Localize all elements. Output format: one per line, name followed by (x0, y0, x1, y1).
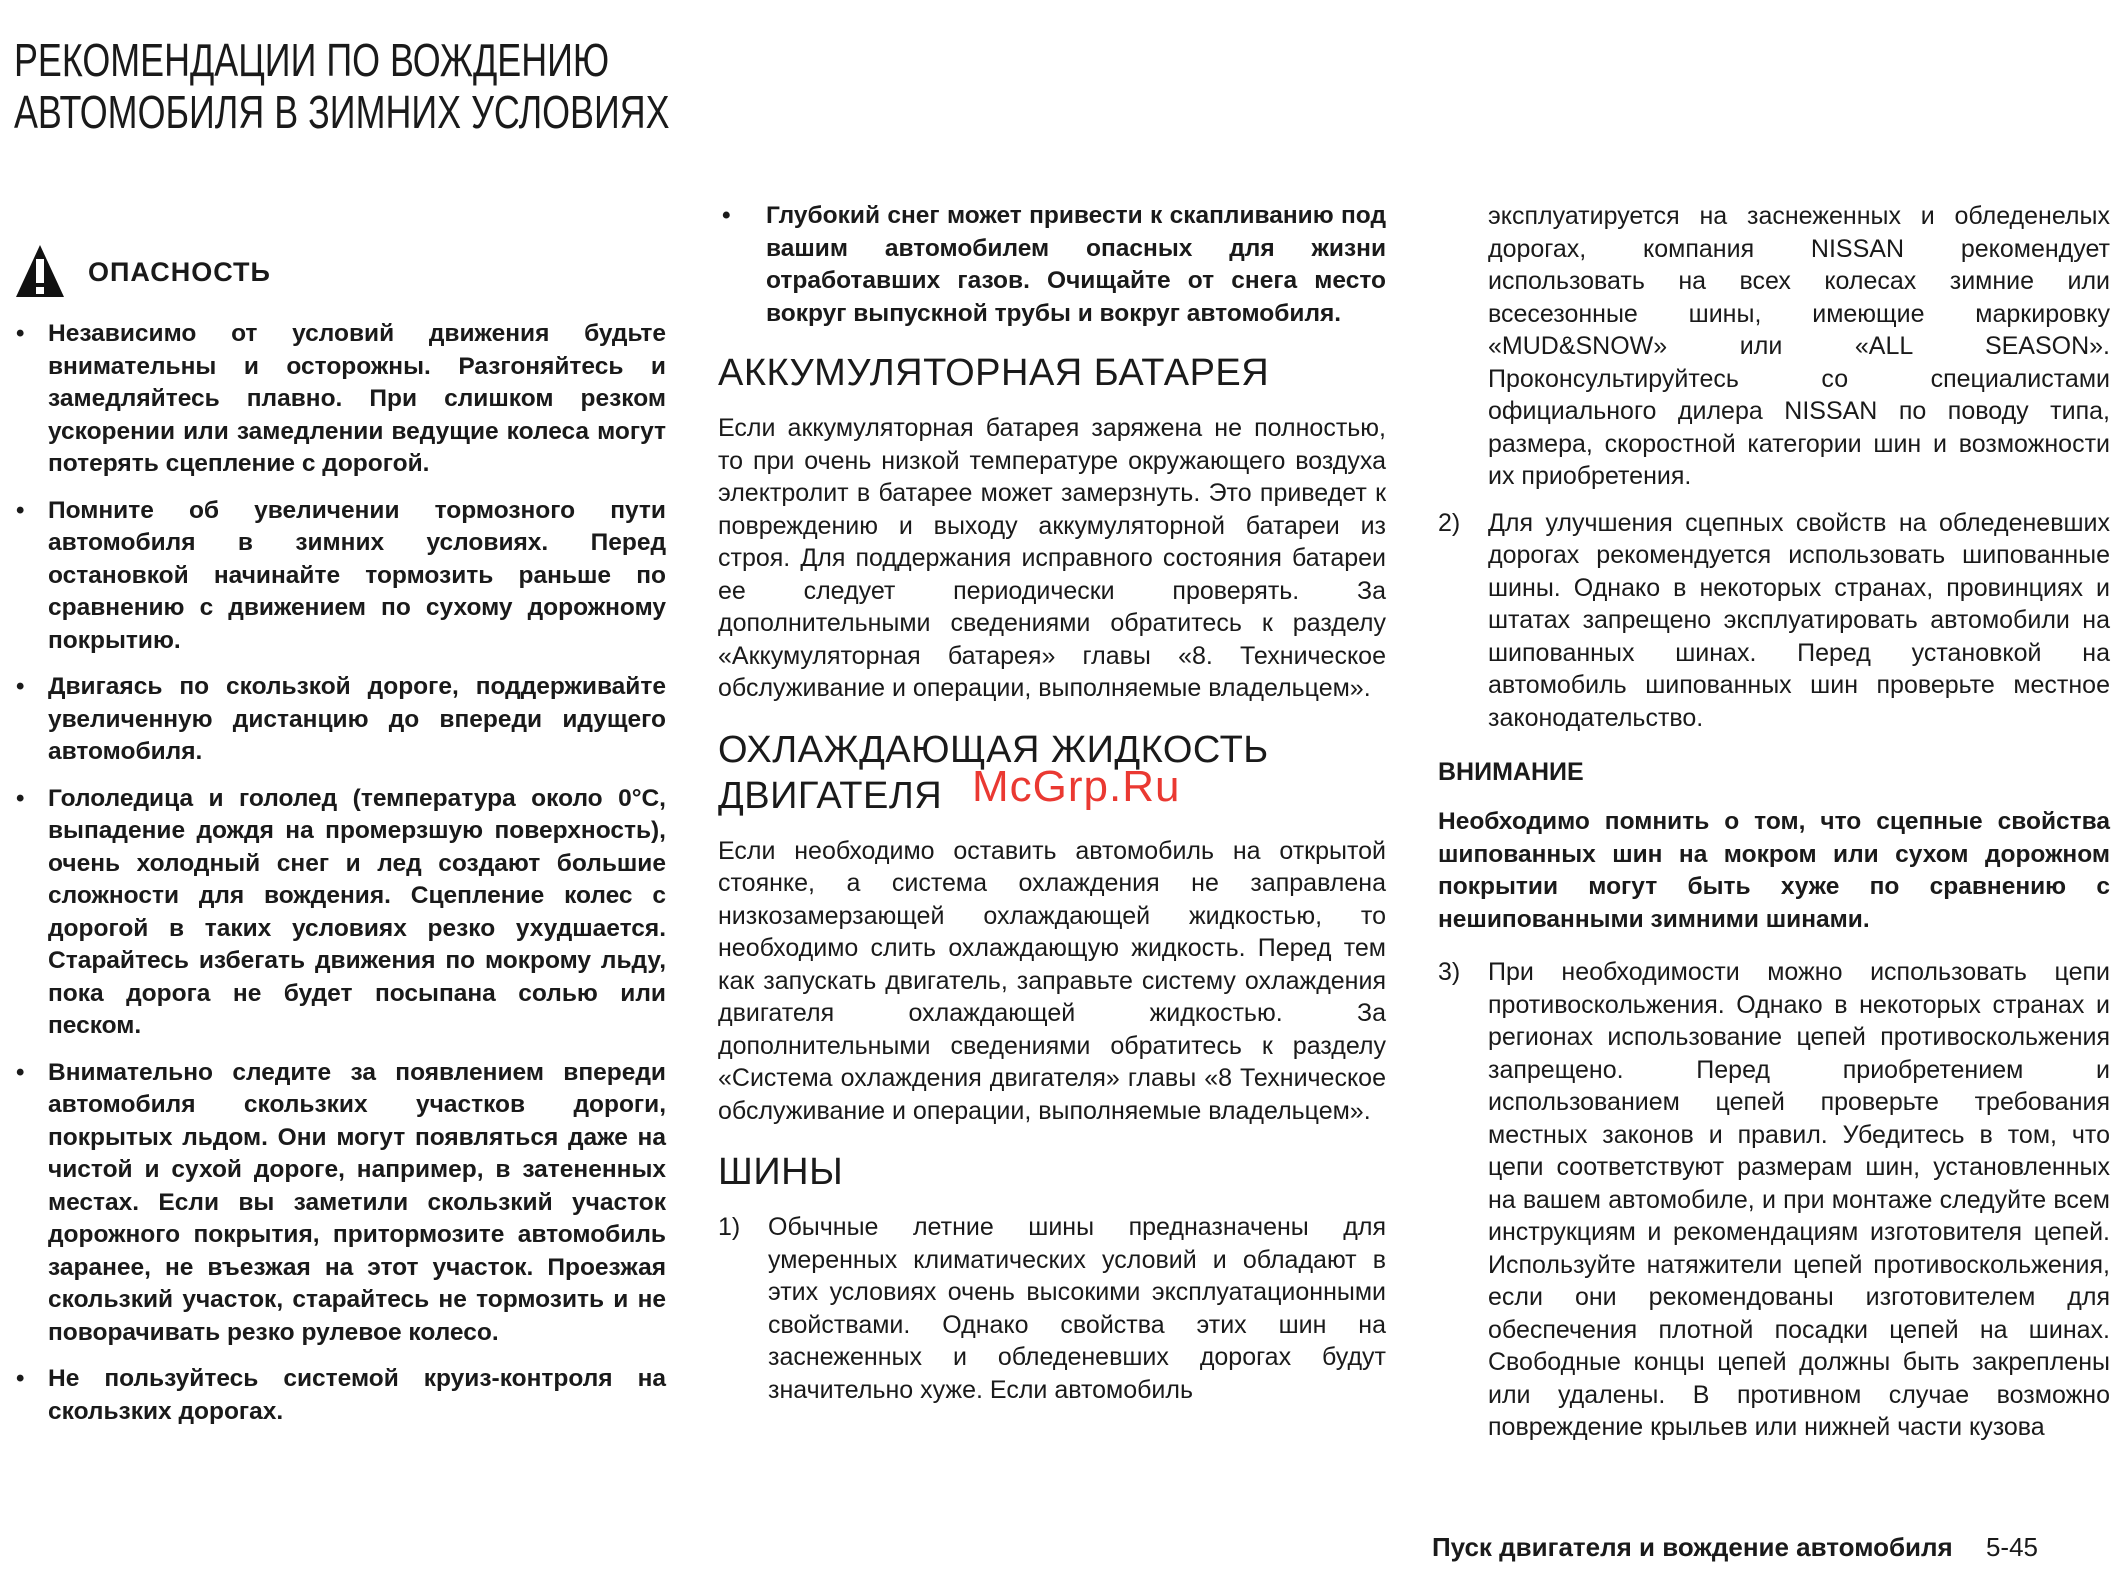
tires-heading: ШИНЫ (718, 1151, 844, 1193)
list-item: • Гололедица и гололед (температура около 0°С, выпадение дождя на промерзшую поверхность), очень холодный снег и лед создают большие сложности для вождения. Сцепление колес с дорогой в таких условиях резко ухудшается. Старайтесь избегать движения по мокрому льду, пока дорога не будет посыпана солью или песком. (14, 783, 666, 1043)
page-title: РЕКОМЕНДАЦИИ ПО ВОЖДЕНИЮ АВТОМОБИЛЯ В ЗИМНИХ УСЛОВИЯХ (14, 34, 670, 138)
column-1 (14, 240, 666, 1442)
tire-item-2 (1438, 507, 2110, 735)
page-number: 5-45 (1985, 1532, 2038, 1562)
column-3 (1438, 200, 2110, 1458)
tire-item-3-text: При необходимости можно использовать цепи противоскольжения. Однако в некоторых странах и регионах использование цепей противоскольжения запрещено. Перед приобретением и использованием цепей проверьте требования местных законов и правил. Убедитесь в том, что цепи соответствуют размерам шин, установленных на вашем автомобиле, и при монтаже следуйте всем инструкциям и рекомендациям изготовителя цепей. Используйте натяжители цепей противоскольжения, если они рекомендованы изготовителем для обеспечения плотной посадки цепей на шинах. Свободные концы цепей должны быть закреплены или удалены. В противном случае возможно повреждение крыльев или нижней части кузова (1488, 958, 2110, 1441)
danger-header (14, 240, 666, 304)
tire-item-3 (1438, 956, 2110, 1444)
item-number: 3) (1438, 958, 1461, 986)
danger-label: ОПАСНОСТЬ (88, 256, 271, 287)
tire-item-1-text: Обычные летние шины предназначены для умеренных климатических условий и обладают в этих условиях очень высокими эксплуатационными свойствами. Однако свойства этих шин на заснеженных и обледеневших дорогах будут значительно хуже. Если автомобиль (768, 1213, 1386, 1404)
list-item: • Помните об увеличении тормозного пути автомобиля в зимних условиях. Перед остановкой начинайте тормозить раньше по сравнению с движением по сухому дорожному покрытию. (14, 495, 666, 658)
battery-text: Если аккумуляторная батарея заряжена не полностью, то при очень низкой температуре окружающего воздуха электролит в батарее может замерзнуть. Это приведет к повреждению и выходу аккумуляторной батареи из строя. Для поддержания исправного состояния батареи ее следует периодически проверять. За дополнительными сведениями обратитесь к разделу «Аккумуляторная батарея» главы «8. Техническое обслуживание и операции, выполняемые владельцем». (718, 414, 1386, 702)
warning-label: ВНИМАНИЕ (1438, 758, 1584, 786)
danger-list (14, 318, 666, 1428)
footer-section-title: Пуск двигателя и вождение автомобиля (1431, 1532, 1953, 1562)
snow-warning-text: Глубокий снег может привести к скапливанию под вашим автомобилем опасных для жизни отработавших газов. Очищайте от снега место вокруг выпускной трубы и вокруг автомобиля. (766, 202, 1386, 327)
warning-text: Необходимо помнить о том, что сцепные свойства шипованных шин на мокром или сухом дорожном покрытии могут быть хуже по сравнению с нешипованными зимними шинами. (1438, 808, 2110, 933)
item-number: 2) (1438, 508, 1461, 537)
bullet-dot: • (722, 202, 731, 229)
watermark: McGrp.Ru (972, 762, 1181, 811)
snow-warning (718, 200, 1386, 330)
tire-item-2-text: Для улучшения сцепных свойств на обледеневших дорогах рекомендуется использовать шипованные шины. Однако в некоторых странах, провинциях и штатах запрещено эксплуатировать автомобили на шипованных шинах. Перед установкой на автомобиль шипованных шин проверьте местное законодательство. (1488, 508, 2110, 732)
coolant-text: Если необходимо оставить автомобиль на открытой стоянке, а система охлаждения не заправлена низкозамерзающей охлаждающей жидкостью, то необходимо слить охлаждающую жидкость. Перед тем как запускать двигатель, заправьте систему охлаждения двигателя охлаждающей жидкостью. За дополнительными сведениями обратитесь к разделу «Система охлаждения двигателя» главы «8 Техническое обслуживание и операции, выполняемые владельцем». (718, 836, 1386, 1125)
battery-heading: АККУМУЛЯТОРНАЯ БАТАРЕЯ (718, 352, 1270, 394)
page-footer (1432, 1532, 2038, 1563)
coolant-heading: ОХЛАЖДАЮЩАЯ ЖИДКОСТЬ ДВИГАТЕЛЯ (718, 728, 1269, 817)
list-item: • Двигаясь по скользкой дороге, поддерживайте увеличенную дистанцию до впереди идущего автомобиля. (14, 671, 666, 769)
list-item: • Внимательно следите за появлением впереди автомобиля скользких участков дороги, покрытых льдом. Они могут появляться даже на чистой и сухой дороге, например, в затененных местах. Если вы заметили скользкий участок дорожного покрытия, притормозите автомобиль заранее, не въезжая на этот участок. Проезжая скользкий участок, старайтесь не тормозить и не поворачивать резко рулевое колесо. (14, 1057, 666, 1350)
list-item: • Не пользуйтесь системой круиз-контроля на скользких дорогах. (14, 1363, 666, 1428)
tire-item-1-cont-text: эксплуатируется на заснеженных и обледенелых дорогах, компания NISSAN рекомендует использовать на всех колесах зимние или всесезонные шины, имеющие маркировку «MUD&SNOW» или «ALL SEASON». Проконсультируйтесь со специалистами официального дилера NISSAN по поводу типа, размера, скоростной категории шин и возможности их приобретения. (1488, 202, 2110, 490)
warning-triangle-icon (14, 243, 66, 301)
list-item: • Независимо от условий движения будьте внимательны и осторожны. Разгоняйтесь и замедляйтесь плавно. При слишком резком ускорении или замедлении ведущие колеса могут потерять сцепление с дорогой. (14, 318, 666, 481)
tire-item-1-continued (1438, 200, 2110, 493)
item-number: 1) (718, 1213, 741, 1241)
tire-item-1 (718, 1211, 1386, 1406)
